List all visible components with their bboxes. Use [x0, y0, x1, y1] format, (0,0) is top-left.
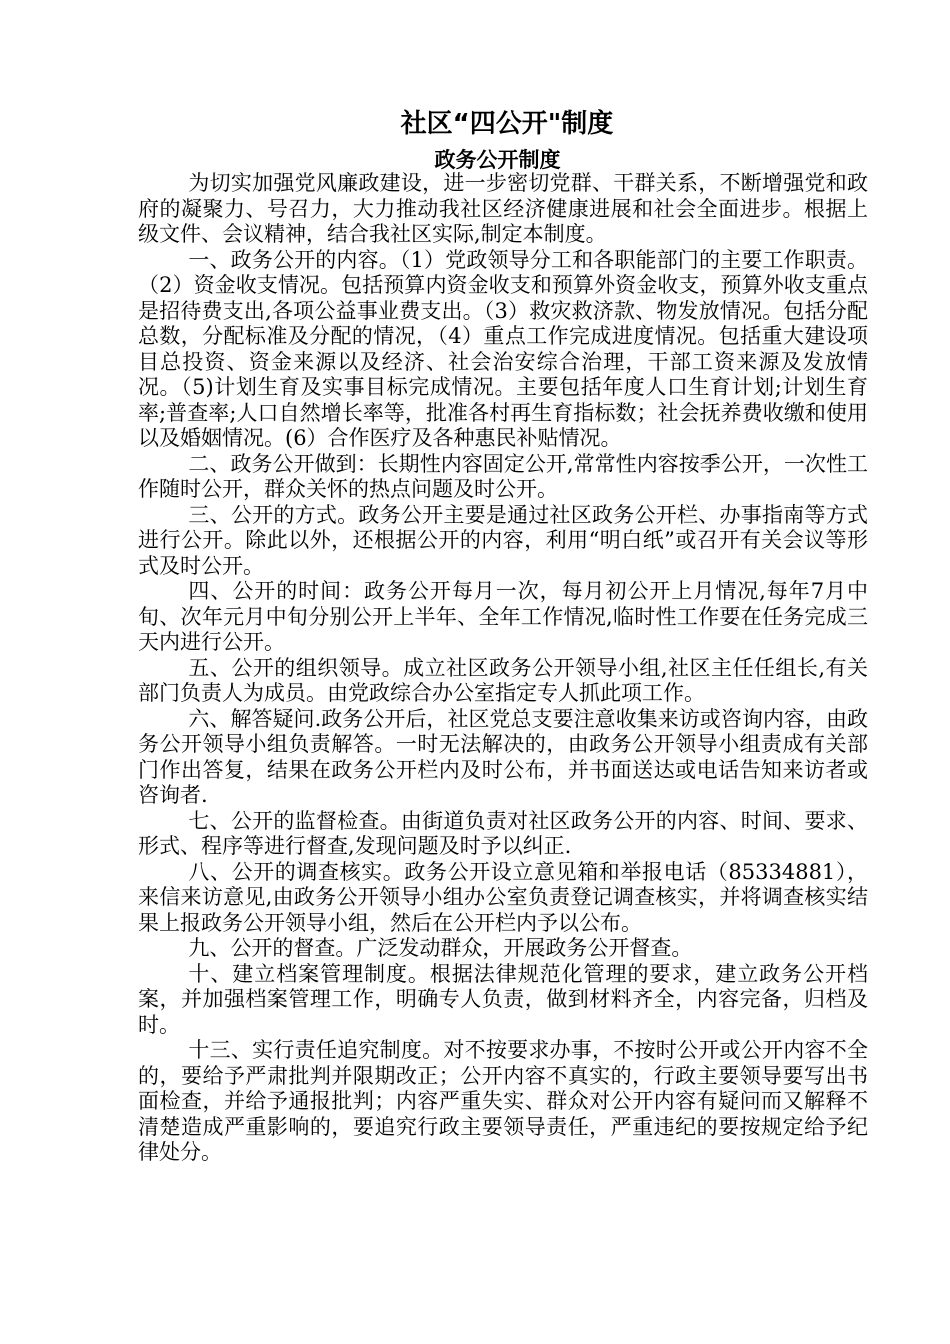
- paragraph-section-1: 一、政务公开的内容。（1）党政领导分工和各职能部门的主要工作职责。（2）资金收支情况。包括预算内资金收支和预算外资金收支，预算外收支重点是招待费支出,各项公益事业费支出。（3）救灾救济款、物发放情况。包括分配总数，分配标准及分配的情况，（4）重点工作完成进度情况。包括重大建设项目总投资、资金来源以及经济、社会治安综合治理，干部工资来源及发放情况。（5)计划生育及实事目标完成情况。主要包括年度人口生育计划;计划生育率;普查率;人口自然增长率等，批准各村再生育指标数；社会抚养费收缴和使用以及婚姻情况。(6）合作医疗及各种惠民补贴情况。: [138, 247, 868, 450]
- paragraph-section-13: 十三、实行责任追究制度。对不按要求办事，不按时公开或公开内容不全的，要给予严肃批判并限期改正；公开内容不真实的，行政主要领导要写出书面检查，并给予通报批判；内容严重失实、群众对公开内容有疑问而又解释不清楚造成严重影响的，要追究行政主要领导责任，严重违纪的要按规定给予纪律处分。: [138, 1038, 868, 1164]
- paragraph-section-3: 三、公开的方式。政务公开主要是通过社区政务公开栏、办事指南等方式进行公开。除此以外，还根据公开的内容，利用“明白纸”或召开有关会议等形式及时公开。: [138, 502, 868, 578]
- document-subtitle: 政务公开制度: [434, 148, 561, 172]
- paragraph-section-8: 八、公开的调查核实。政务公开设立意见箱和举报电话（85334881），来信来访意见,由政务公开领导小组办公室负责登记调查核实，并将调查核实结果上报政务公开领导小组，然后在公开栏内予以公布。: [138, 859, 868, 935]
- paragraph-section-9: 九、公开的督查。广泛发动群众，开展政务公开督查。: [188, 936, 693, 960]
- paragraph-section-10: 十、建立档案管理制度。根据法律规范化管理的要求，建立政务公开档案，并加强档案管理工作，明确专人负责，做到材料齐全，内容完备，归档及时。: [138, 961, 868, 1037]
- paragraph-section-7: 七、公开的监督检查。由街道负责对社区政务公开的内容、时间、要求、形式、程序等进行督查,发现问题及时予以纠正.: [138, 808, 868, 858]
- paragraph-section-2: 二、政务公开做到：长期性内容固定公开,常常性内容按季公开，一次性工作随时公开，群众关怀的热点问题及时公开。: [138, 451, 868, 501]
- paragraph-section-5: 五、公开的组织领导。成立社区政务公开领导小组,社区主任任组长,有关部门负责人为成员。由党政综合办公室指定专人抓此项工作。: [138, 655, 868, 705]
- paragraph-section-6: 六、解答疑问.政务公开后，社区党总支要注意收集来访或咨询内容，由政务公开领导小组负责解答。一时无法解决的，由政务公开领导小组责成有关部门作出答复，结果在政务公开栏内及时公布，并书面送达或电话告知来访者或咨询者.: [138, 706, 868, 807]
- document-body: [138, 171, 868, 1166]
- paragraph-intro: 为切实加强党风廉政建设，进一步密切党群、干群关系，不断增强党和政府的凝聚力、号召力，大力推动我社区经济健康进展和社会全面进步。根据上级文件、会议精神，结合我社区实际,制定本制度。: [138, 171, 868, 246]
- document-title: 社区“四公开"制度: [400, 109, 614, 139]
- paragraph-section-4: 四、公开的时间：政务公开每月一次，每月初公开上月情况,每年7月中旬、次年元月中旬分别公开上半年、全年工作情况,临时性工作要在任务完成三天内进行公开。: [138, 579, 868, 654]
